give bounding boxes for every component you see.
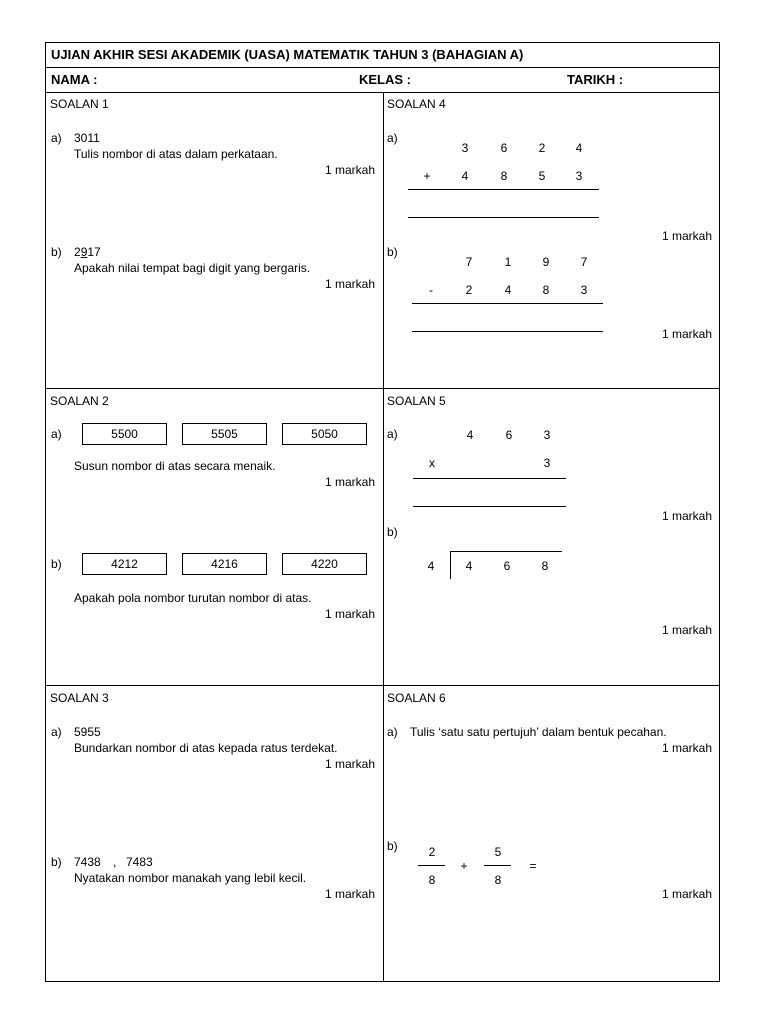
s4-a-top-digit: 2 xyxy=(538,141,546,155)
student-info-row xyxy=(46,68,719,93)
s6-b-fraction-1-bar xyxy=(418,865,445,866)
s2-a-number-box: 5505 xyxy=(182,423,267,445)
exam-title: UJIAN AKHIR SESI AKADEMIK (UASA) MATEMATIK TAHUN 3 (BAHAGIAN A) xyxy=(51,47,524,62)
row-divider-1 xyxy=(46,388,719,389)
s6-b-label: b) xyxy=(387,839,398,853)
soalan-2-title: SOALAN 2 xyxy=(50,394,109,408)
s5-a-multiplier: 3 xyxy=(543,456,551,470)
s2-a-label: a) xyxy=(51,427,62,441)
s4-b-label: b) xyxy=(387,245,398,259)
s4-b-answer-line xyxy=(412,331,603,332)
s6-b-fraction-1-numerator: 2 xyxy=(428,845,436,859)
s6-b-fraction-1-denominator: 8 xyxy=(428,873,436,887)
s4-b-top-digit: 7 xyxy=(580,255,588,269)
s3-b-number-1: 7438 xyxy=(74,855,101,869)
s5-a-operator: x xyxy=(429,456,435,470)
s2-a-question: Susun nombor di atas secara menaik. xyxy=(74,459,276,473)
s3-a-question: Bundarkan nombor di atas kepada ratus terdekat. xyxy=(74,741,338,755)
exam-sheet xyxy=(45,42,720,982)
s2-b-number-box: 4220 xyxy=(282,553,367,575)
s2-a-number-box: 5050 xyxy=(282,423,367,445)
s4-b-bottom-digit: 8 xyxy=(542,283,550,297)
s5-a-product-line xyxy=(413,478,566,479)
s5-a-top-digit: 4 xyxy=(466,428,474,442)
row-divider-2 xyxy=(46,685,719,686)
s5-b-dividend-digit: 4 xyxy=(465,559,473,573)
s4-b-top-digit: 9 xyxy=(542,255,550,269)
s4-a-top-digit: 3 xyxy=(461,141,469,155)
s2-b-label: b) xyxy=(51,557,62,571)
s4-a-bottom-digit: 8 xyxy=(500,169,508,183)
s1-a-mark: 1 markah xyxy=(325,163,376,177)
s3-b-separator: , xyxy=(113,855,117,869)
s5-a-top-digit: 6 xyxy=(505,428,513,442)
s3-a-label: a) xyxy=(51,725,62,739)
soalan-3-title: SOALAN 3 xyxy=(50,691,109,705)
s4-a-operator: + xyxy=(423,169,431,183)
s5-a-label: a) xyxy=(387,427,398,441)
s4-b-operator: - xyxy=(429,283,433,297)
s4-b-top-digit: 1 xyxy=(504,255,512,269)
s6-b-equals: = xyxy=(529,859,537,873)
s5-b-mark: 1 markah xyxy=(662,623,713,637)
s5-b-dividend-digit: 8 xyxy=(541,559,549,573)
s1-b-number xyxy=(74,245,101,259)
s3-b-question: Nyatakan nombor manakah yang lebil kecil. xyxy=(74,871,307,885)
s4-a-bottom-digit: 3 xyxy=(575,169,583,183)
s1-a-question: Tulis nombor di atas dalam perkataan. xyxy=(74,147,278,161)
s4-a-mark: 1 markah xyxy=(662,229,713,243)
s2-b-question: Apakah pola nombor turutan nombor di atas. xyxy=(74,591,312,605)
s2-a-mark: 1 markah xyxy=(325,475,376,489)
s4-b-top-digit: 7 xyxy=(465,255,473,269)
s3-b-label: b) xyxy=(51,855,62,869)
s4-b-bottom-digit: 3 xyxy=(580,283,588,297)
s5-b-dividend-digit: 6 xyxy=(503,559,511,573)
tarikh-label: TARIKH : xyxy=(567,72,624,87)
s6-b-fraction-2-denominator: 8 xyxy=(494,873,502,887)
s4-a-answer-line xyxy=(408,217,599,218)
s5-a-top-digit: 3 xyxy=(543,428,551,442)
s4-a-top-digit: 6 xyxy=(500,141,508,155)
exam-title-row xyxy=(46,43,719,68)
s1-b-digits-rest: 17 xyxy=(87,245,101,259)
s2-a-number-box: 5500 xyxy=(82,423,167,445)
s6-b-operator: + xyxy=(460,859,468,873)
column-divider xyxy=(383,93,384,981)
s2-b-number-box: 4212 xyxy=(82,553,167,575)
s2-b-number-box: 4216 xyxy=(182,553,267,575)
soalan-5-title: SOALAN 5 xyxy=(387,394,446,408)
soalan-4-title: SOALAN 4 xyxy=(387,97,446,111)
s6-a-question: Tulis ‘satu satu pertujuh’ dalam bentuk pecahan. xyxy=(410,725,667,739)
s1-b-question: Apakah nilai tempat bagi digit yang bergaris. xyxy=(74,261,311,275)
kelas-label: KELAS : xyxy=(359,72,411,87)
s1-b-underlined-digit: 9 xyxy=(80,245,88,259)
s4-b-bottom-digit: 2 xyxy=(465,283,473,297)
s5-b-divisor: 4 xyxy=(427,559,435,573)
s4-a-sum-line xyxy=(408,189,599,190)
s4-a-label: a) xyxy=(387,131,398,145)
s4-a-bottom-digit: 4 xyxy=(461,169,469,183)
s3-a-mark: 1 markah xyxy=(325,757,376,771)
s4-b-diff-line xyxy=(412,303,603,304)
s4-b-bottom-digit: 4 xyxy=(504,283,512,297)
s4-a-bottom-digit: 5 xyxy=(538,169,546,183)
s6-b-fraction-2-numerator: 5 xyxy=(494,845,502,859)
s3-b-mark: 1 markah xyxy=(325,887,376,901)
s4-b-mark: 1 markah xyxy=(662,327,713,341)
s5-a-mark: 1 markah xyxy=(662,509,713,523)
s2-b-mark: 1 markah xyxy=(325,607,376,621)
s5-a-answer-line xyxy=(413,506,566,507)
s1-a-number: 3011 xyxy=(74,131,100,145)
s1-b-mark: 1 markah xyxy=(325,277,376,291)
s6-b-fraction-2-bar xyxy=(484,865,511,866)
s3-b-number-2: 7483 xyxy=(126,855,153,869)
s5-b-division-bracket-vertical xyxy=(450,551,451,579)
s6-a-mark: 1 markah xyxy=(662,741,713,755)
s1-b-digit-1: 2 xyxy=(74,245,81,259)
s1-b-label: b) xyxy=(51,245,62,259)
s3-a-number: 5955 xyxy=(74,725,101,739)
s6-a-label: a) xyxy=(387,725,398,739)
nama-label: NAMA : xyxy=(51,72,98,87)
soalan-1-title: SOALAN 1 xyxy=(50,97,109,111)
s5-b-division-bracket-horizontal xyxy=(450,551,562,552)
s5-b-label: b) xyxy=(387,525,398,539)
s4-a-top-digit: 4 xyxy=(575,141,583,155)
soalan-6-title: SOALAN 6 xyxy=(387,691,446,705)
s6-b-mark: 1 markah xyxy=(662,887,713,901)
s1-a-label: a) xyxy=(51,131,62,145)
